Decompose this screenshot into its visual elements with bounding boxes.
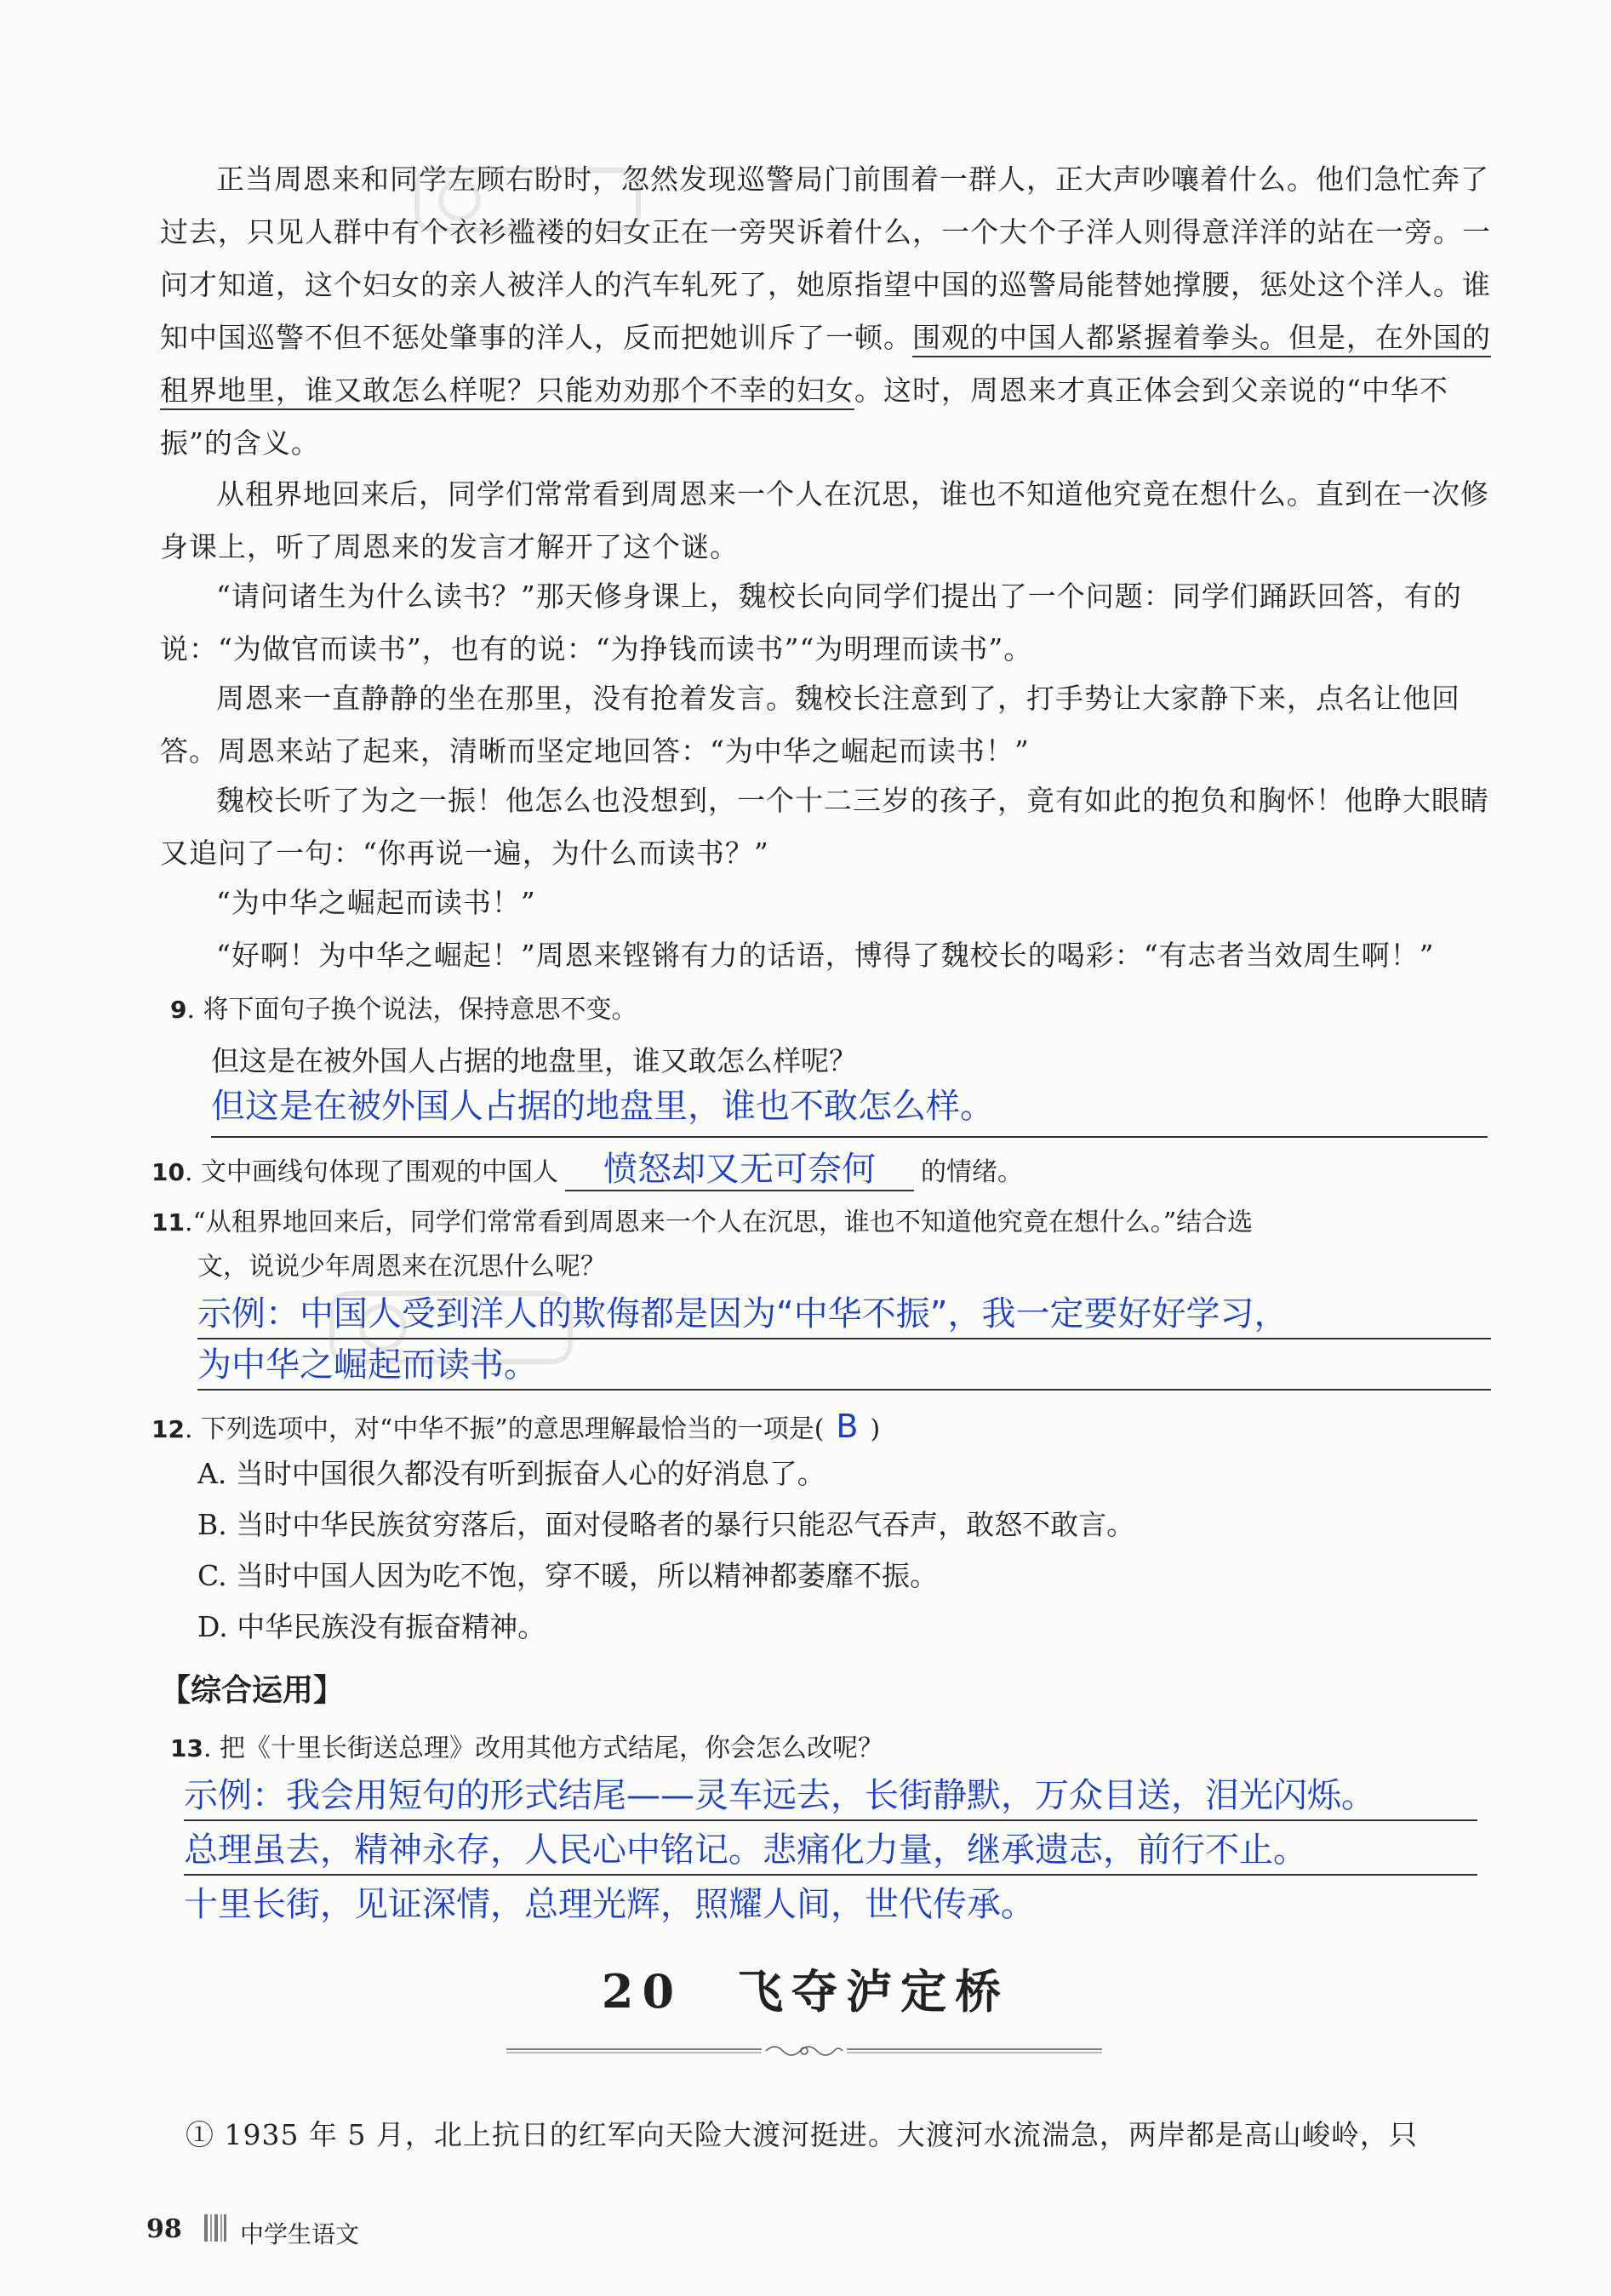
passage-paragraph-2: 从租界地回来后，同学们常常看到周恩来一个人在沉思，谁也不知道他究竟在想什么。直到在一次修身课上，听了周恩来的发言才解开了这个谜。 [160,477,1489,563]
footer-barcode-icon [204,2214,226,2242]
question-11-prompt-line2: 文，说说少年周恩来在沉思什么呢？ [197,1252,606,1282]
question-11-prompt: 11.“从租界地回来后，同学们常常看到周恩来一个人在沉思，谁也不知道他究竟在想什么。”结合选 [151,1208,1254,1237]
question-number: 11 [151,1208,185,1237]
question-13-answer-line2: 总理虽去，精神永存，人民心中铭记。悲痛化力量，继承遗志，前行不止。 [184,1831,1307,1870]
answer-line [197,1389,1491,1391]
passage-text: 正当周恩来和同学左顾右盼时，忽然发现巡警局门前围着一群人，正大声吵嚷着什么。他们急忙奔了过去，只见人群中有个衣衫褴褛的妇女正在一旁哭诉着什么，一个大个子洋人则得意洋洋的站在一旁。一问才知道，这个妇女的亲人被洋人的汽车轧死了，她原指望中国的巡警局能替她撑腰，惩处这个洋人。谁知中国巡警不但不惩处肇事的洋人，反而把她训斥了一顿。 [160,163,1491,354]
section-heading: 【综合运用】 [160,1673,345,1708]
watermark-logo-icon [323,1277,579,1379]
page-number: 98 [146,2214,182,2244]
question-number: 10 [151,1158,185,1186]
passage-paragraph-6: “为中华之崛起而读书！” [216,886,536,919]
question-number: 9 [170,996,187,1024]
next-passage-paragraph-1: ① 1935 年 5 月，北上抗日的红军向天险大渡河挺进。大渡河水流湍急，两岸都是高山峻岭，只 [186,2118,1418,2151]
option-c: C. 当时中国人因为吃不饱，穿不暖，所以精神都萎靡不振。 [197,1559,939,1592]
answer-line [184,1819,1477,1821]
answer-line [211,1136,1488,1138]
option-a: A. 当时中国很久都没有听到振奋人心的好消息了。 [197,1457,825,1490]
question-13-answer-line1: 示例：我会用短句的形式结尾——灵车远去，长街静默，万众目送，泪光闪烁。 [184,1776,1375,1815]
underlined-sentence: 围观的中国人都紧握着拳头。但是，在外国的租界地里，谁又敢怎么样呢？只能劝劝那个不幸的妇女 [160,321,1491,410]
question-13-prompt: 13. 把《十里长街送总理》改用其他方式结尾，你会怎么改呢？ [170,1733,884,1763]
option-b: B. 当时中华民族贫穷落后，面对侵略者的暴行只能忍气吞声，敢怒不敢言。 [197,1508,1135,1541]
answer-line [184,1874,1477,1876]
question-9-answer: 但这是在被外国人占据的地盘里，谁也不敢怎么样。 [211,1087,994,1126]
question-9-prompt: 9. 将下面句子换个说法，保持意思不变。 [170,995,637,1025]
lesson-title: 20 飞夺泸定桥 [601,1964,1010,2019]
passage-paragraph-1 [160,153,1492,470]
question-10-answer: 愤怒却又无可奈何 [565,1149,914,1191]
question-11-answer-line2: 为中华之崛起而读书。 [197,1345,538,1385]
question-12-answer: B [836,1408,859,1445]
question-13-answer-line3: 十里长街，见证深情，总理光辉，照耀人间，世代传承。 [184,1885,1035,1924]
question-10-prompt: 10. 文中画线句体现了围观的中国人 愤怒却又无可奈何 的情绪。 [151,1149,1023,1194]
question-number: 13 [170,1734,203,1762]
passage-paragraph-4: 周恩来一直静静的坐在那里，没有抢着发言。魏校长注意到了，打手势让大家静下来，点名让他回答。周恩来站了起来，清晰而坚定地回答：“为中华之崛起而读书！” [160,682,1460,768]
watermark-logo-icon [408,153,647,247]
question-9-sentence: 但这是在被外国人占据的地盘里，谁又敢怎么样呢？ [211,1044,857,1077]
passage-paragraph-7: “好啊！为中华之崛起！”周恩来铿锵有力的话语，博得了魏校长的喝彩：“有志者当效周生啊！” [216,939,1435,972]
title-ornament [506,2041,1102,2061]
book-name: 中学生语文 [240,2220,360,2248]
option-d: D. 中华民族没有振奋精神。 [197,1610,546,1643]
passage-text: 。这时，周恩来才真正体会到父亲说的“中华不振”的含义。 [160,374,1448,460]
passage-paragraph-5: 魏校长听了为之一振！他怎么也没想到，一个十二三岁的孩子，竟有如此的抱负和胸怀！他睁大眼睛又追问了一句：“你再说一遍，为什么而读书？” [160,784,1489,870]
question-11-answer-line1: 示例：中国人受到洋人的欺侮都是因为“中华不振”，我一定要好好学习， [197,1294,1288,1334]
question-12-prompt: 12. 下列选项中，对“中华不振”的意思理解最恰当的一项是( B ) [151,1408,881,1445]
question-number: 12 [151,1415,185,1443]
passage-paragraph-3: “请问诸生为什么读书？”那天修身课上，魏校长向同学们提出了一个问题：同学们踊跃回答，有的说：“为做官而读书”，也有的说：“为挣钱而读书”“为明理而读书”。 [160,580,1462,665]
